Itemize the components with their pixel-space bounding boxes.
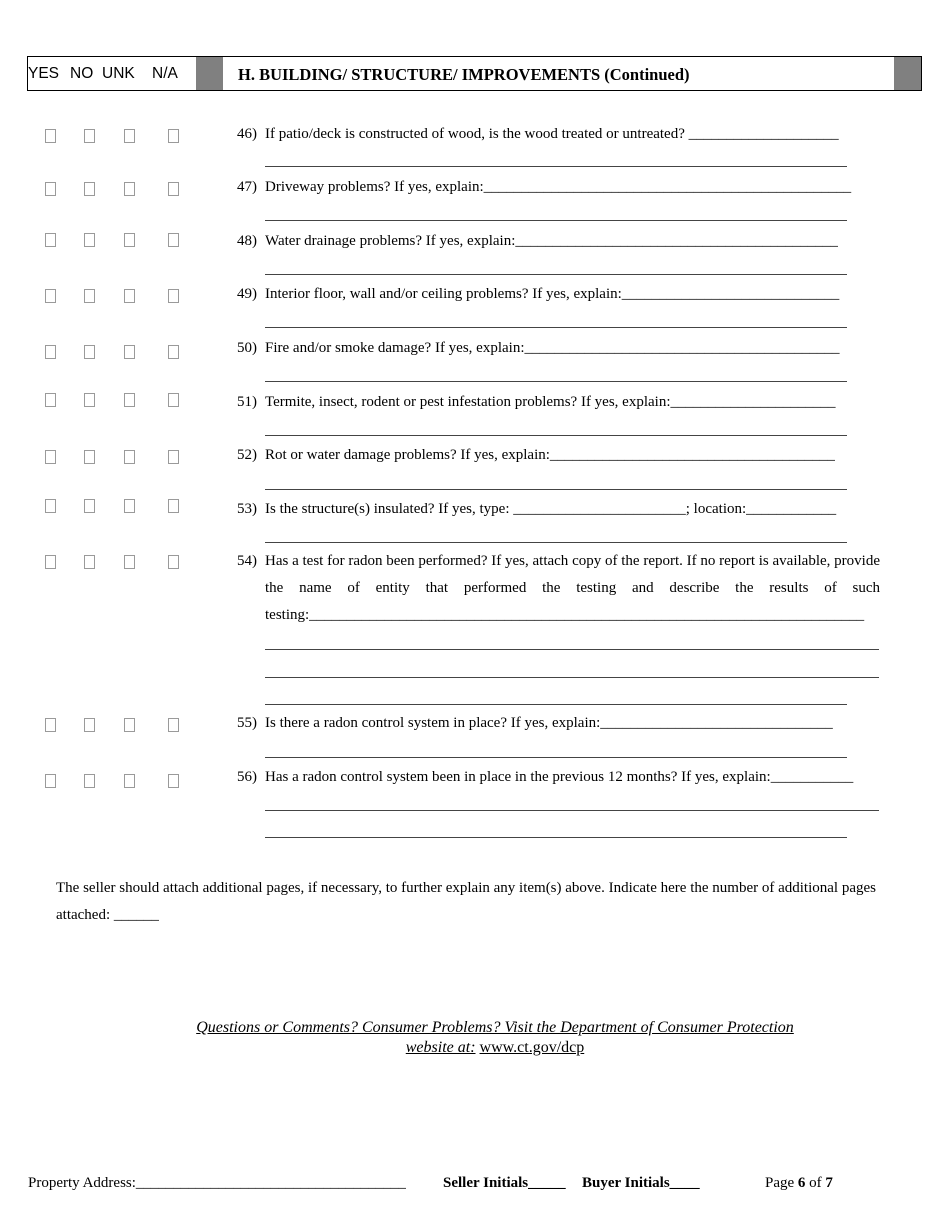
checkbox-50-yes[interactable] — [45, 345, 56, 359]
answer-line[interactable] — [265, 757, 847, 758]
page-prefix: Page — [765, 1175, 795, 1191]
header-end-block — [894, 57, 921, 90]
checkbox-54-unk[interactable] — [124, 555, 135, 569]
checkbox-52-unk[interactable] — [124, 450, 135, 464]
checkbox-54-no[interactable] — [84, 555, 95, 569]
checkbox-46-na[interactable] — [168, 129, 179, 143]
checkbox-51-no[interactable] — [84, 393, 95, 407]
checkbox-47-unk[interactable] — [124, 182, 135, 196]
answer-line[interactable] — [265, 381, 847, 382]
notice-line-2-prefix: website at: — [405, 1039, 476, 1056]
column-header-na: N/A — [152, 65, 178, 82]
consumer-protection-notice — [170, 1018, 820, 1058]
question-text: Is the structure(s) insulated? If yes, type: _______________________; location:____________ — [265, 501, 837, 517]
checkbox-50-no[interactable] — [84, 345, 95, 359]
question-number: 52) — [237, 447, 257, 463]
answer-line[interactable] — [265, 489, 847, 490]
answer-line[interactable] — [265, 274, 847, 275]
checkbox-55-unk[interactable] — [124, 718, 135, 732]
answer-line[interactable] — [265, 704, 847, 705]
answer-line[interactable] — [265, 166, 847, 167]
checkbox-53-no[interactable] — [84, 499, 95, 513]
checkbox-53-unk[interactable] — [124, 499, 135, 513]
answer-line[interactable] — [265, 677, 879, 678]
checkbox-50-na[interactable] — [168, 345, 179, 359]
question-text: Water drainage problems? If yes, explain:___________________________________________ — [265, 233, 838, 249]
question-number: 51) — [237, 394, 257, 410]
question-text: If patio/deck is constructed of wood, is the wood treated or untreated? ____________________ — [265, 126, 839, 142]
checkbox-46-unk[interactable] — [124, 129, 135, 143]
checkbox-47-yes[interactable] — [45, 182, 56, 196]
property-address[interactable]: Property Address:____________________________________ — [28, 1175, 406, 1191]
answer-line[interactable] — [265, 542, 847, 543]
checkbox-54-yes[interactable] — [45, 555, 56, 569]
question-number: 49) — [237, 286, 257, 302]
section-header — [27, 56, 922, 91]
question-text: Has a test for radon been performed? If yes, attach copy of the report. If no report is available, provide the name of entity that performed the testing and describe the results of such testing:__________________________________________________________________________ — [265, 553, 880, 623]
answer-line[interactable] — [265, 435, 847, 436]
checkbox-52-no[interactable] — [84, 450, 95, 464]
answer-line[interactable] — [265, 327, 847, 328]
checkbox-48-yes[interactable] — [45, 233, 56, 247]
checkbox-53-na[interactable] — [168, 499, 179, 513]
checkbox-55-no[interactable] — [84, 718, 95, 732]
checkbox-46-no[interactable] — [84, 129, 95, 143]
section-title: H. BUILDING/ STRUCTURE/ IMPROVEMENTS (Continued) — [238, 65, 690, 84]
question-text: Is there a radon control system in place? If yes, explain:_______________________________ — [265, 715, 833, 731]
page-total: 7 — [825, 1175, 833, 1191]
checkbox-51-na[interactable] — [168, 393, 179, 407]
question-text: Has a radon control system been in place in the previous 12 months? If yes, explain:___________ — [265, 769, 854, 785]
question-number: 55) — [237, 715, 257, 731]
checkbox-49-na[interactable] — [168, 289, 179, 303]
dcp-website-link[interactable]: www.ct.gov/dcp — [479, 1039, 585, 1056]
checkbox-47-no[interactable] — [84, 182, 95, 196]
checkbox-54-na[interactable] — [168, 555, 179, 569]
answer-line[interactable] — [265, 220, 847, 221]
question-text: Interior floor, wall and/or ceiling problems? If yes, explain:_____________________________ — [265, 286, 840, 302]
checkbox-52-na[interactable] — [168, 450, 179, 464]
checkbox-55-na[interactable] — [168, 718, 179, 732]
checkbox-56-na[interactable] — [168, 774, 179, 788]
notice-line-1: Questions or Comments? Consumer Problems? Visit the Department of Consumer Protection — [196, 1019, 794, 1036]
checkbox-51-unk[interactable] — [124, 393, 135, 407]
checkbox-51-yes[interactable] — [45, 393, 56, 407]
checkbox-49-yes[interactable] — [45, 289, 56, 303]
page-number: 6 — [797, 1175, 806, 1191]
question-number: 53) — [237, 501, 257, 517]
answer-line[interactable] — [265, 837, 847, 838]
question-text: Driveway problems? If yes, explain:_________________________________________________ — [265, 179, 852, 195]
question-number: 46) — [237, 126, 257, 142]
seller-initials[interactable]: Seller Initials_____ — [443, 1175, 566, 1191]
answer-line[interactable] — [265, 649, 879, 650]
page-of: of — [809, 1175, 822, 1191]
answer-line[interactable] — [265, 810, 879, 811]
question-number: 47) — [237, 179, 257, 195]
checkbox-56-no[interactable] — [84, 774, 95, 788]
page-indicator — [765, 1175, 833, 1192]
additional-pages-note: The seller should attach additional pages, if necessary, to further explain any item(s) above. Indicate here the number of additional pages attached: ______ — [56, 880, 876, 923]
buyer-initials[interactable]: Buyer Initials____ — [582, 1175, 700, 1191]
question-number: 56) — [237, 769, 257, 785]
checkbox-52-yes[interactable] — [45, 450, 56, 464]
column-headers — [28, 57, 196, 90]
column-header-no: NO — [70, 65, 94, 82]
column-header-yes: YES — [28, 65, 60, 82]
checkbox-48-na[interactable] — [168, 233, 179, 247]
question-number: 50) — [237, 340, 257, 356]
question-number: 54) — [237, 553, 257, 569]
checkbox-49-unk[interactable] — [124, 289, 135, 303]
checkbox-56-yes[interactable] — [45, 774, 56, 788]
question-number: 48) — [237, 233, 257, 249]
checkbox-50-unk[interactable] — [124, 345, 135, 359]
checkbox-48-no[interactable] — [84, 233, 95, 247]
header-divider-block — [196, 57, 223, 90]
question-text: Fire and/or smoke damage? If yes, explain:__________________________________________ — [265, 340, 840, 356]
checkbox-48-unk[interactable] — [124, 233, 135, 247]
checkbox-56-unk[interactable] — [124, 774, 135, 788]
checkbox-47-na[interactable] — [168, 182, 179, 196]
checkbox-55-yes[interactable] — [45, 718, 56, 732]
column-header-unk: UNK — [102, 65, 135, 82]
checkbox-49-no[interactable] — [84, 289, 95, 303]
checkbox-46-yes[interactable] — [45, 129, 56, 143]
question-text: Termite, insect, rodent or pest infestation problems? If yes, explain:______________________ — [265, 394, 836, 410]
question-text: Rot or water damage problems? If yes, explain:______________________________________ — [265, 447, 835, 463]
checkbox-53-yes[interactable] — [45, 499, 56, 513]
